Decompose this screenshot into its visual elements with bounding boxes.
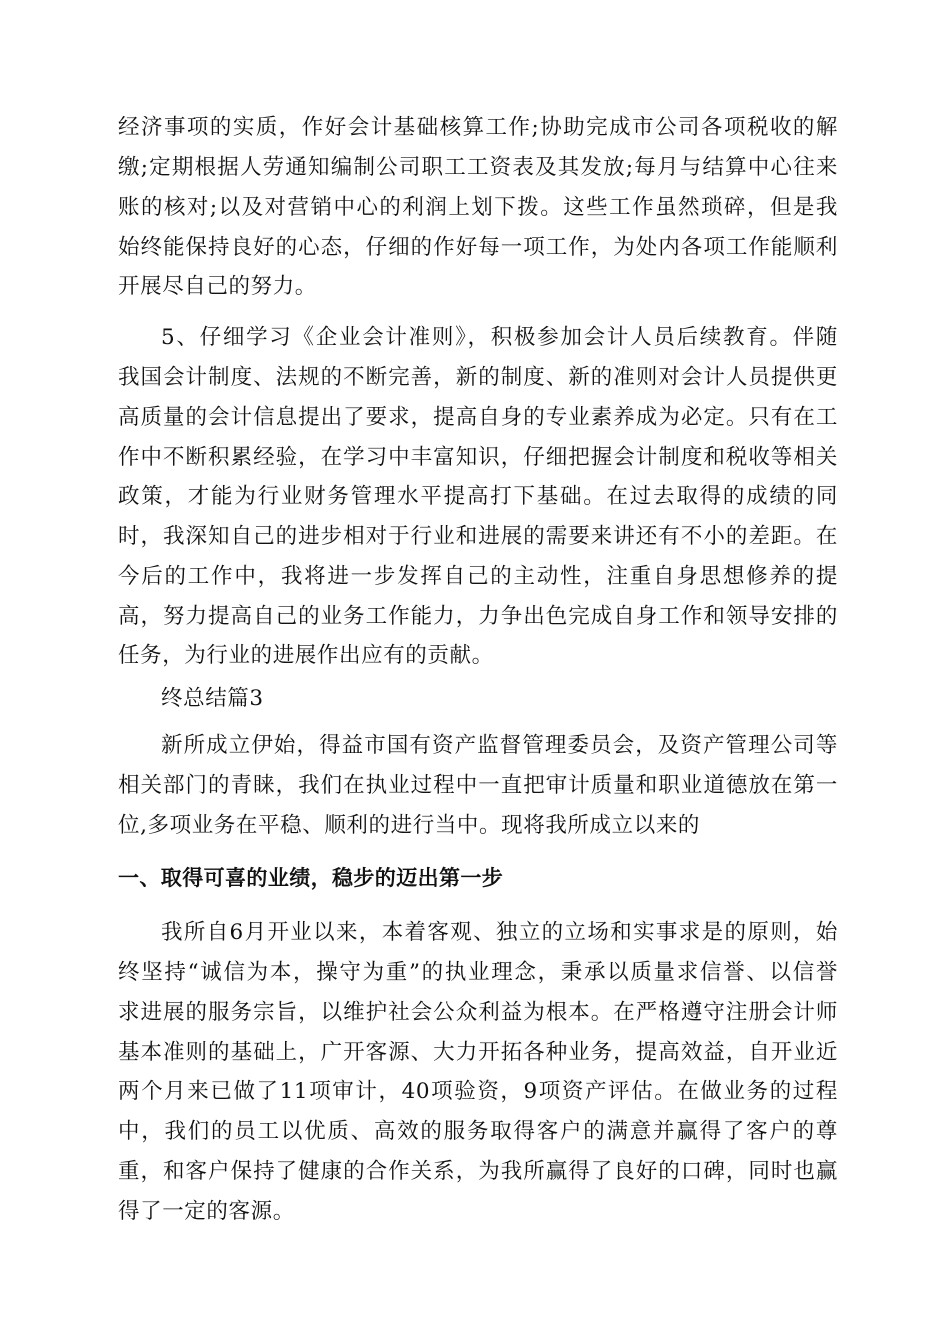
paragraph-line: 账的核对;以及对营销中心的利润上划下拨。这些工作虽然琐碎，但是我: [118, 195, 838, 220]
paragraph-line: 两个月来已做了11项审计，40项验资，9项资产评估。在做业务的过程: [118, 1079, 838, 1104]
paragraph-line: 今后的工作中，我将进一步发挥自己的主动性，注重自身思想修养的提: [118, 564, 838, 589]
paragraph-line: 得了一定的客源。: [118, 1199, 295, 1224]
paragraph-line: 中，我们的员工以优质、高效的服务取得客户的满意并赢得了客户的尊: [118, 1119, 838, 1144]
paragraph-line: 缴;定期根据人劳通知编制公司职工工资表及其发放;每月与结算中心往来: [118, 155, 838, 180]
paragraph-line: 始终能保持良好的心态，仔细的作好每一项工作，为处内各项工作能顺利: [118, 235, 838, 260]
paragraph-line: 新所成立伊始，得益市国有资产监督管理委员会，及资产管理公司等: [161, 733, 838, 758]
section-heading: 一、取得可喜的业绩，稳步的迈出第一步: [118, 866, 504, 890]
paragraph-line: 政策，才能为行业财务管理水平提高打下基础。在过去取得的成绩的同: [118, 484, 838, 509]
paragraph-line: 位,多项业务在平稳、顺利的进行当中。现将我所成立以来的: [118, 813, 701, 838]
paragraph-line: 高，努力提高自己的业务工作能力，力争出色完成自身工作和领导安排的: [118, 604, 838, 629]
section-label: 终总结篇3: [161, 686, 264, 711]
paragraph-line: 基本准则的基础上，广开客源、大力开拓各种业务，提高效益，自开业近: [118, 1040, 838, 1065]
paragraph-line: 经济事项的实质，作好会计基础核算工作;协助完成市公司各项税收的解: [118, 115, 838, 140]
paragraph-line: 我国会计制度、法规的不断完善，新的制度、新的准则对会计人员提供更: [118, 365, 838, 390]
paragraph-line: 任务，为行业的进展作出应有的贡献。: [118, 643, 494, 668]
paragraph-line: 我所自6月开业以来，本着客观、独立的立场和实事求是的原则，始: [161, 920, 838, 945]
paragraph-line: 重，和客户保持了健康的合作关系，为我所赢得了良好的口碑，同时也赢: [118, 1159, 838, 1184]
paragraph-line: 时，我深知自己的进步相对于行业和进展的需要来讲还有不小的差距。在: [118, 524, 838, 549]
paragraph-line: 相关部门的青睐，我们在执业过程中一直把审计质量和职业道德放在第一: [118, 773, 838, 798]
paragraph-line: 求进展的服务宗旨，以维护社会公众利益为根本。在严格遵守注册会计师: [118, 1000, 838, 1025]
paragraph-line: 开展尽自己的努力。: [118, 274, 317, 299]
paragraph-line: 5、仔细学习《企业会计准则》，积极参加会计人员后续教育。伴随: [161, 325, 838, 350]
paragraph-line: 作中不断积累经验，在学习中丰富知识，仔细把握会计制度和税收等相关: [118, 445, 838, 470]
paragraph-line: 高质量的会计信息提出了要求，提高自身的专业素养成为必定。只有在工: [118, 405, 838, 430]
paragraph-line: 终坚持“诚信为本，操守为重”的执业理念，秉承以质量求信誉、以信誉: [118, 960, 838, 985]
